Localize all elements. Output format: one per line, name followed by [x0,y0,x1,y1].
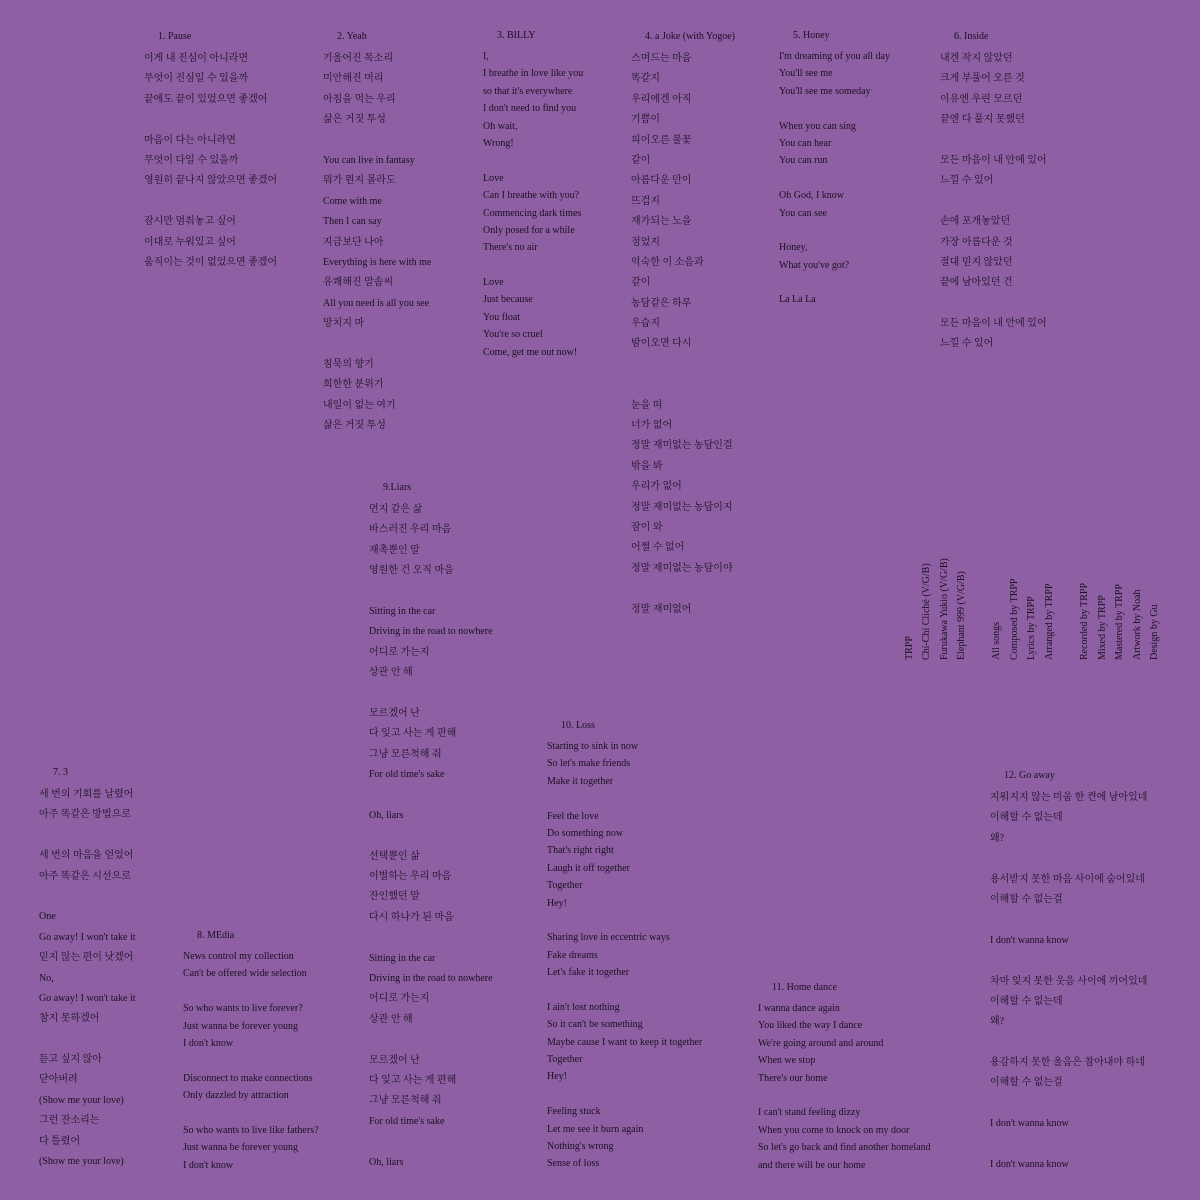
lyric-line: Disconnect to make connections [183,1072,313,1084]
lyric-line: Together [547,880,583,892]
lyric-line: (Show me your love) [39,1094,124,1106]
song-media [183,930,319,1174]
stanza-break [990,1033,1147,1053]
stanza-break [547,790,702,807]
song-billy [483,30,583,361]
lyric-line: 움직이는 것이 없었으면 좋겠어 [144,256,278,268]
lyric-line: 같이 [631,277,651,289]
lyric-line: Love [483,277,504,289]
lyric-line: 이게 내 진심이 아니라면 [144,53,249,64]
lyric-line: Laugh it off together [547,862,630,874]
lyric-line: You can hear [779,137,832,149]
lyric-line: 아주 똑같은 시선으로 [39,870,131,882]
credit-line: Recorded by TRPP [1079,582,1090,660]
lyric-line: 바스러진 우리 마음 [369,524,452,536]
song-liars [369,482,493,1173]
credit-line: Furukawa Yukio (V/G/B) [939,558,950,660]
lyric-line: 왜? [990,832,1005,844]
stanza-break [990,951,1147,971]
lyric-line: 상관 안 해 [369,667,413,679]
lyric-line: 믿지 않는 편이 낫겠어 [39,952,134,964]
lyric-line: That's right right [547,845,614,857]
lyric-line: 느낄 수 있어 [940,175,994,187]
lyric-line: Love [483,172,504,184]
song-title: 11. Home dance [772,982,837,993]
stanza-break [779,100,890,117]
lyric-line: 내겐 작지 않았던 [940,53,1013,64]
lyric-line: 끝에도 끝이 있었으면 좋겠어 [144,93,268,105]
lyric-line: You liked the way I dance [758,1020,863,1032]
song-yeah [323,31,431,436]
lyric-line: 우습지 [631,318,660,330]
lyric-line: 삶은 거짓 투성 [323,114,386,126]
lyric-line: 이해할 수 없는걸 [990,893,1063,905]
lyric-line: 어디로 가는지 [369,993,430,1005]
lyric-line: 손에 포개놓았던 [940,216,1011,228]
lyric-line: Driving in the road to nowhere [369,626,493,638]
lyric-line: I, [483,51,489,62]
lyric-line: 스며드는 마음 [631,53,692,64]
lyric-line: 미안해진 머리 [323,73,384,85]
lyric-line: 이해할 수 없는데 [990,812,1063,824]
stanza-break [39,826,136,846]
lyric-line: When we stop [758,1055,816,1067]
stanza-break [183,983,319,1000]
lyric-line: So who wants to live forever? [183,1003,303,1015]
lyric-line: (Show me your love) [39,1156,124,1168]
credit-line: TRPP [904,636,915,660]
stanza-break [369,684,493,704]
lyric-line: I breathe in love like you [483,68,584,80]
song-title: 7. 3 [53,767,68,778]
lyric-line: I don't know [183,1159,234,1171]
stanza-break [483,257,583,274]
lyric-line: 정말 재미없는 농담이야 [631,562,733,574]
lyric-line: 뭐가 뭔지 몰라도 [323,175,396,187]
lyric-line: You'll see me [779,68,833,80]
song-title: 1. Pause [158,31,192,42]
lyric-line: So let's make friends [547,758,631,770]
lyric-line: 기쁨이 [631,114,660,126]
lyric-line: Oh God, I know [779,190,844,202]
stanza-break [547,912,702,929]
stanza-break [369,1030,493,1050]
lyric-line: 느낄 수 있어 [940,338,994,350]
lyric-line: 이별하는 우리 마음 [369,871,452,883]
lyric-line: 농담같은 하루 [631,297,692,309]
lyric-line: 점었지 [631,236,660,248]
lyric-line: I don't wanna know [990,1118,1069,1130]
stanza-break [779,222,890,239]
song-title: 10. Loss [561,720,595,731]
lyric-line: 아름다운 만이 [631,175,692,187]
stanza-break [369,582,493,602]
lyric-line: 모든 마음이 내 안에 있어 [940,318,1047,330]
lyric-line: 피어오른 불꽃 [631,134,692,146]
lyric-line: 다시 하나가 된 마음 [369,911,454,923]
lyric-line: Only dazzled by attraction [183,1090,289,1102]
lyric-line: 어디로 가는지 [369,646,430,658]
credit-line: Mixed by TRPP [1097,595,1108,660]
lyric-line: Driving in the road to nowhere [369,972,493,984]
song-honey [779,30,890,309]
lyric-line: 익숙한 이 소음과 [631,256,704,268]
song-3 [39,767,136,1172]
lyric-line: 우리에겐 아직 [631,93,692,105]
lyric-line: 가장 아름다운 것 [940,236,1013,248]
lyric-line: When you come to knock on my door [758,1124,910,1136]
stanza-break [940,131,1047,151]
lyric-line: 용서받지 못한 마음 사이에 숨어있네 [990,873,1145,885]
stanza-break [990,849,1147,869]
lyric-line: Feel the love [547,810,599,822]
lyric-line: 그냥 모른척해 줘 [369,748,442,760]
lyric-line: 끝에 남아있던 건 [940,277,1013,289]
lyric-line: 너가 없어 [631,420,673,432]
lyric-line: 마음이 다는 아니라면 [144,134,236,146]
lyric-line: 크게 부풀어 오른 것 [940,73,1025,85]
lyric-line: 아침을 먹는 우리 [323,93,396,105]
lyric-line: Just wanna be forever young [183,1020,298,1032]
lyric-line: 이해할 수 없는걸 [990,1077,1063,1089]
stanza-break [990,1094,1147,1114]
song-title: 12. Go away [1004,770,1055,781]
lyric-line: Nothing's wrong [547,1140,614,1152]
credit-line: Elephant 999 (V/G/B) [956,571,967,660]
lyric-line: 눈을 떠 [631,399,663,411]
stanza-break [940,294,1047,314]
lyric-line: 정말 재미없어 [631,603,692,615]
song-go-away [990,770,1147,1175]
lyric-line: 지금보단 나아 [323,236,384,248]
song-home-dance [758,982,931,1174]
lyric-line: 모르겠어 난 [369,1054,420,1066]
credits [904,540,1174,660]
stanza-break [369,785,493,805]
lyric-line: 먼지 같은 삶 [369,504,423,515]
song-title: 6. Inside [954,31,989,42]
lyric-line: 다 잊고 사는 게 편해 [369,728,457,740]
lyric-line: 기울어진 목소리 [323,53,394,64]
stanza-break [144,192,277,212]
lyric-line: Maybe cause I want to keep it together [547,1036,703,1048]
lyric-line: 삶은 거짓 투성 [323,420,386,432]
lyric-line: Go away! I won't take it [39,992,136,1004]
lyric-line: 용감하지 못한 울음은 참아내야 하네 [990,1057,1145,1069]
lyric-line: 잔인했던 말 [369,891,420,903]
lyric-line: I can't stand feeling dizzy [758,1107,861,1119]
lyric-line: I wanna dance again [758,1003,840,1014]
lyric-line: Hey! [547,1071,567,1083]
lyric-line: 재가되는 노을 [631,216,692,228]
lyric-line: 선택뿐인 삶 [369,850,420,862]
lyric-line: Wrong! [483,137,514,149]
lyric-line: So it can't be something [547,1019,643,1031]
lyric-line: I'm dreaming of you all day [779,51,890,62]
lyric-line: 모르겠어 난 [369,707,420,719]
lyric-line: So let's go back and find another homeland [758,1142,931,1154]
stanza-break [547,981,702,998]
stanza-break [39,1030,136,1050]
lyric-line: 왜? [990,1016,1005,1028]
lyric-line: 지워지지 않는 미움 한 켠에 남아있네 [990,792,1148,803]
lyric-line: Let me see it burn again [547,1123,644,1135]
stanza-break [631,355,735,375]
lyric-line: Honey, [779,242,808,254]
lyric-line: You can live in fantasy [323,154,415,166]
lyric-line: 끝엔 다 풀지 못했던 [940,114,1025,126]
song-pause [144,31,277,273]
lyric-line: I don't need to find you [483,103,577,115]
lyric-line: 정말 재미없는 농담이지 [631,501,733,513]
lyric-line: You'll see me someday [779,85,871,97]
lyric-line: 세 번의 기회를 날렸어 [39,789,134,800]
stanza-break [369,1132,493,1152]
lyric-line: 아주 똑같은 방법으로 [39,809,131,821]
lyric-line: 다 틀렸어 [39,1135,81,1147]
lyric-line: 같이 [631,154,651,166]
lyric-line: Can't be offered wide selection [183,968,307,980]
stanza-break [39,887,136,907]
lyric-line: 유쾌해진 말솜씨 [323,277,394,289]
lyric-line: There's no air [483,242,538,254]
stanza-break [483,152,583,169]
stanza-break [990,1135,1147,1155]
lyric-line: 정말 재미없는 농담인걸 [631,440,733,452]
lyric-line: Come, get me out now! [483,346,578,358]
lyric-line: Do something now [547,827,624,839]
lyric-line: Everything is here with me [323,256,432,268]
stanza-break [369,928,493,948]
lyric-line: I ain't lost nothing [547,1001,620,1013]
song-inside [940,31,1047,355]
lyric-line: Hey! [547,897,567,909]
lyric-line: There's our home [758,1072,828,1084]
lyric-line: Let's fake it together [547,967,630,979]
song-loss [547,720,702,1173]
lyric-line: I don't wanna know [990,934,1069,946]
lyric-line: Sitting in the car [369,605,436,617]
stanza-break [758,1087,931,1104]
lyric-line: and there will be our home [758,1159,866,1171]
lyric-line: 세 번의 마음을 얻었어 [39,850,134,862]
lyric-line: You float [483,311,521,323]
lyric-line: 상관 안 해 [369,1013,413,1025]
lyric-line: 영원한 건 오직 마음 [369,565,454,577]
lyric-line: No, [39,972,54,984]
lyric-line: 잠이 와 [631,521,663,533]
lyric-line: We're going around and around [758,1037,884,1049]
lyric-line: So who wants to live like fathers? [183,1124,319,1136]
lyric-line: Starting to sink in now [547,741,639,752]
lyric-line: For old time's sake [369,1115,445,1127]
song-title: 4. a Joke (with Yogoe) [645,31,735,42]
lyric-line: 참지 못하겠어 [39,1013,100,1025]
lyric-line: Just wanna be forever young [183,1142,298,1154]
lyric-line: You can run [779,155,828,167]
lyric-line: Just because [483,294,533,306]
song-title: 3. BILLY [497,30,536,41]
credit-line: Lyrics by TRPP [1026,596,1037,660]
lyric-line: Make it together [547,775,614,787]
lyric-line: 침묵의 향기 [323,358,374,370]
lyric-line: When you can sing [779,120,856,132]
lyric-line: 무엇이 다일 수 있을까 [144,154,239,166]
stanza-break [144,110,277,130]
lyric-line: All you need is all you see [323,297,430,309]
lyric-line: Go away! I won't take it [39,931,136,943]
lyric-line: 밤이오면 다시 [631,338,692,350]
lyric-line: What you've got? [779,259,850,271]
lyric-line: 절대 믿지 않았던 [940,256,1013,268]
credit-line: Arranged by TRPP [1044,583,1055,660]
lyric-line: Then I can say [323,216,382,228]
lyric-line: 차마 잊지 못한 웃음 사이에 끼어있네 [990,975,1148,987]
lyric-line: 내일이 없는 여기 [323,399,396,411]
lyric-line: 이해할 수 없는데 [990,995,1063,1007]
stanza-break [990,910,1147,930]
song-title: 9.Liars [383,482,412,493]
lyric-line: I don't know [183,1037,234,1049]
song-a-joke [631,31,735,620]
lyric-line: 무엇이 진심일 수 있을까 [144,73,249,85]
lyric-line: 잠시만 멈춰놓고 싶어 [144,216,236,228]
lyric-line: Oh, liars [369,1156,404,1168]
stanza-break [779,170,890,187]
lyric-line: I don't wanna know [990,1159,1069,1171]
lyric-line: 재촉뿐인 말 [369,544,420,556]
lyric-line: 밖을 봐 [631,460,663,472]
song-title: 8. MEdia [197,930,235,941]
lyric-line: You're so cruel [483,329,543,341]
lyric-line: 그냥 모른척해 줘 [369,1095,442,1107]
lyric-line: 희한한 분위기 [323,379,384,391]
lyric-line: 그런 잔소리는 [39,1115,100,1127]
lyric-line: Fake dreams [547,949,598,961]
stanza-break [183,1052,319,1069]
stanza-break [323,131,431,151]
lyric-line: 뜨겁지 [631,195,660,207]
lyric-line: 모든 마음이 내 안에 있어 [940,154,1047,166]
lyric-line: Feeling stuck [547,1106,601,1118]
lyric-line: 이유엔 우린 모르던 [940,93,1023,105]
lyric-line: 망치지 마 [323,318,365,330]
song-title: 2. Yeah [337,31,367,42]
lyric-line: 듣고 싶지 않아 [39,1054,102,1066]
lyric-line: 우리가 없어 [631,481,682,493]
lyric-line: Sense of loss [547,1158,600,1170]
lyric-line: Come with me [323,195,382,207]
credit-line: Design by Gu [1149,604,1160,660]
lyric-line: Oh wait, [483,120,518,132]
lyric-line: You can see [779,207,827,219]
stanza-break [323,334,431,354]
credit-line: Mastered by TRPP [1114,584,1125,660]
stanza-break [631,579,735,599]
lyric-line: Oh, liars [369,809,404,821]
stanza-break [940,192,1047,212]
credit-line: Composed by TRPP [1009,578,1020,660]
lyric-line: 이대로 누워있고 싶어 [144,236,236,248]
stanza-break [631,375,735,395]
song-title: 5. Honey [793,30,830,41]
stanza-break [369,826,493,846]
lyric-line: One [39,911,56,923]
lyric-line: so that it's everywhere [483,85,573,97]
lyric-line: For old time's sake [369,769,445,781]
lyric-line: 다 잊고 사는 게 편해 [369,1074,457,1086]
lyric-line: 영원히 끝나지 않았으면 좋겠어 [144,175,278,187]
lyric-line: Sharing love in eccentric ways [547,932,670,944]
lyric-line: 어쩔 수 없어 [631,542,685,554]
credit-line: All songs [991,621,1002,660]
stanza-break [183,1105,319,1122]
stanza-break [779,274,890,291]
lyric-line: Can I breathe with you? [483,190,580,202]
lyric-line: Sitting in the car [369,952,436,964]
lyric-line: Only posed for a while [483,224,575,236]
lyric-line: 닫아버려 [39,1074,78,1086]
lyric-line: La La La [779,294,816,306]
stanza-break [547,1086,702,1103]
lyric-line: Together [547,1054,583,1066]
lyric-line: 똑같지 [631,73,660,85]
lyric-line: Commencing dark times [483,207,582,219]
credit-line: Artwork by Noah [1132,589,1143,660]
credit-line: Chi-Chi Cliché (V/G/B) [921,563,932,660]
lyric-line: News control my collection [183,951,294,962]
